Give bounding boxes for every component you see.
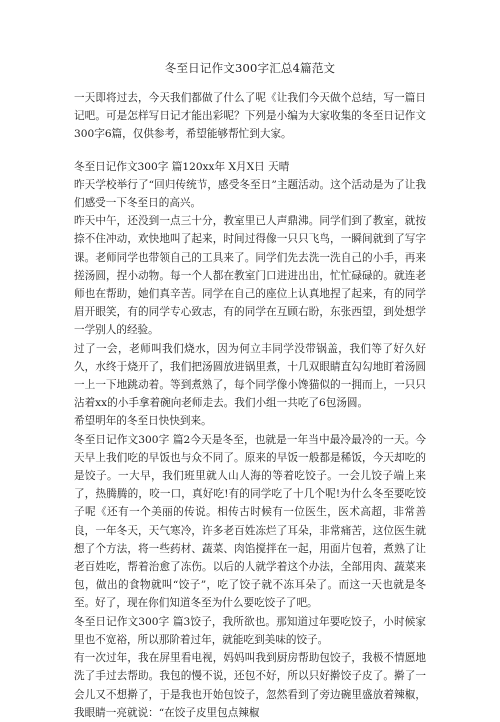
entry-2-paragraph: 冬至日记作文300字 篇2今天是冬至，也就是一年当中最冷最冷的一天。今天早上我们吃的早饭也与众不同了。原来的早饭一般都是稀饭，今天却吃的是饺子。一大早，我们班里就人山人海的等着吃饺子。一会儿饺子端上来了，热腾腾的，咬一口，真好吃!有的同学吃了十几个呢!为什么冬至要吃饺子呢《还有一个美丽的传说。相传古时候有一位医生，医术高超，非常善良，一年冬天，天气寒冷，许多老百姓冻烂了耳朵，非常痛苦，这位医生就想了个方法，将一些药材、蔬菜、肉馅搅拌在一起，用面片包着，煮熟了让老百姓吃，帮着治愈了冻伤。以后的人就学着这个办法，全部用肉、蔬菜来包，做出的食物就叫“饺子”，吃了饺子就不冻耳朵了。而这一天也就是冬至。好了，现在你们知道冬至为什么要吃饺子了吧。: [74, 433, 426, 610]
entry-1-heading: 冬至日记作文300字 篇120xx年 X月X日 天晴: [74, 160, 290, 173]
entry-3-paragraph-2: 有一次过年，我在屏里看电视，妈妈叫我到厨房帮助包饺子，我极不情愿地洗了手过去帮助。我包的慢不说，还包不好，所以只好擀饺子皮了。擀了一会儿又不想擀了，于是我也开始包饺子，忽然看到了旁边碗里盛放着辣椒，我眼睛一亮就说：“在饺子皮里包点辣椒: [74, 652, 426, 719]
paragraph-gap: [74, 144, 426, 158]
entry-1-paragraph-2: 昨天中午，还没到一点三十分，教室里已人声鼎沸。同学们到了教室，就按捺不住冲动，欢快地叫了起来，时间过得像一只只飞鸟，一瞬间就到了写字课。老师同学也带领自己的工具来了。同学们先去洗一洗自己的小手，再来搓汤圆，捏小动物。每一个人都在教室门口进进出出，忙忙碌碌的。就连老师也在帮助，她们真辛苦。同学在自己的座位上认真地捏了起来，有的同学眉开眼笑，有的同学专心致志，有的同学在互顾右盼，东张西望，到处想学一学别人的经验。: [74, 215, 426, 337]
entry-1-paragraph-3: 过了一会，老师叫我们烧水，因为何立丰同学没带锅盖，我们等了好久好久，水终于烧开了，我们把汤圆放进锅里煮，十几双眼睛直勾勾地盯着汤圆一上一下地跳动着。等到煮熟了，每个同学像小馋猫似的一拥而上，一只只沾着xx的小手拿着碗向老师走去。我们小组一共吃了6包汤圆。: [74, 342, 426, 410]
entry-1-paragraph-4: 希望明年的冬至日快快到来。: [74, 415, 212, 428]
intro-paragraph: 一天即将过去，今天我们都做了什么了呢《让我们今天做个总结，写一篇日记吧。可是怎样写日记才能出彩呢？下列是小编为大家收集的冬至日记作文300字6篇，仅供参考，希望能够帮忙到大家。: [74, 92, 426, 141]
entry-1-paragraph-1: 昨天学校举行了“回归传统节，感受冬至日”主题活动。这个活动是为了让我们感受一下冬至日的高兴。: [74, 178, 426, 210]
entry-3-paragraph-1: 冬至日记作文300字 篇3饺子，我所欲也。那知道过年要吃饺子，小时候家里也不宽裕，所以那阶着过年，就能吃到美味的饺子。: [74, 615, 426, 646]
document-title: 冬至日记作文300字汇总4篇范文: [164, 61, 336, 75]
